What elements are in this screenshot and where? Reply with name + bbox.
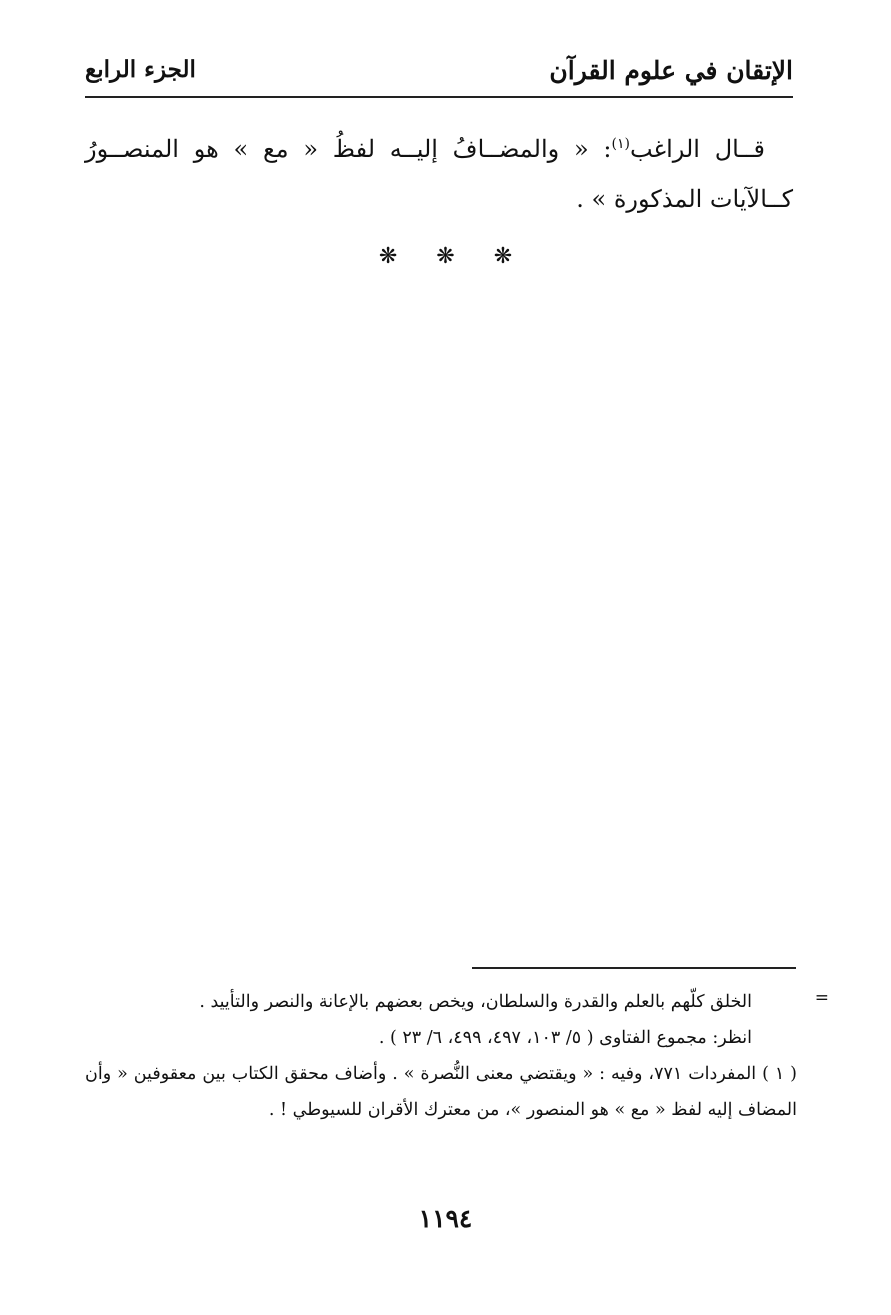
section-divider <box>0 244 891 269</box>
main-paragraph <box>85 124 793 224</box>
footnotes <box>85 984 797 1128</box>
footnote-separator <box>472 967 796 969</box>
footnote-continuation-line: الخلق كلّهم بالعلم والقدرة والسلطان، ويخص بعضهم بالإعانة والنصر والتأييد . <box>199 992 752 1012</box>
footnote-continuation-line: انظر: مجموع الفتاوى ( ٥/ ١٠٣، ٤٩٧، ٤٩٩، ٦/ ٢٣ ) . <box>378 1028 752 1048</box>
main-text-before-ref: قــال الراغب <box>629 135 766 163</box>
main-text-after-ref: : « والمضــافُ إليــه لفظُ « مع » هو المنصــورُ كــالآيات المذكورة » . <box>85 135 793 213</box>
divider-star-icon: ❋ <box>436 244 455 269</box>
header-divider <box>85 96 793 98</box>
volume-label: الجزء الرابع <box>85 56 196 83</box>
main-text <box>85 124 793 224</box>
footnote-reference: (١) <box>611 136 630 152</box>
page-number: ١١٩٤ <box>418 1204 473 1233</box>
book-title: الإتقان في علوم القرآن <box>549 56 793 85</box>
footnote-continuation-mark: = <box>814 988 829 1008</box>
divider-star-icon: ❋ <box>378 244 398 269</box>
divider-star-icon: ❋ <box>493 244 513 269</box>
page-header <box>85 52 793 98</box>
footnote-1: ( ١ ) المفردات ٧٧١، وفيه : « ويقتضي معنى النُّصرة » . وأضاف محقق الكتاب بين معقوفين « وأن المضاف إليه لفظ « مع » هو المنصور »، من معترك الأقران للسيوطي ! . <box>85 1064 798 1120</box>
